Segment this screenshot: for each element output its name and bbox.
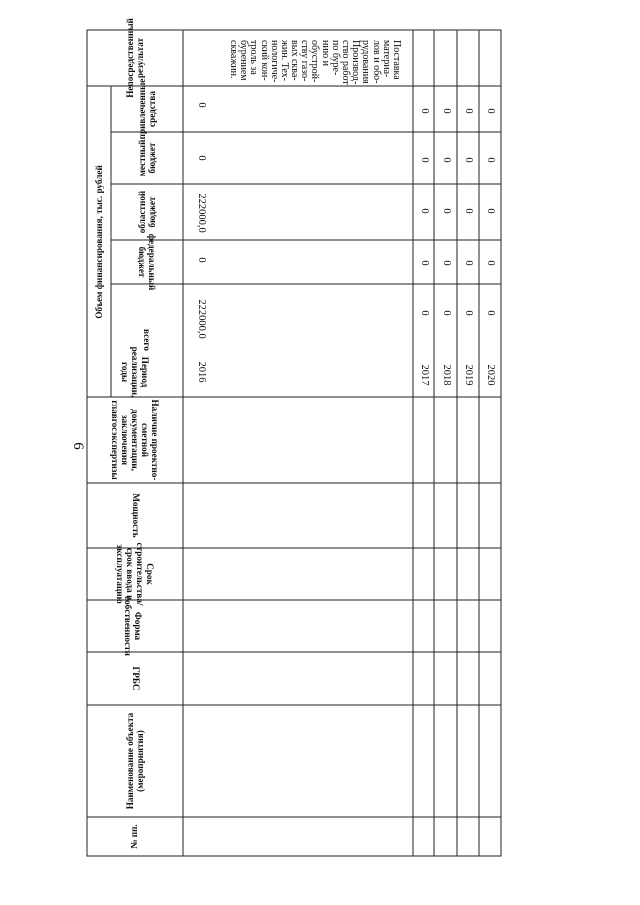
header-row-no: № пп. [129,824,140,849]
cell-2016-regional: 222000,0 [195,193,207,233]
header-name: Наименование объекта (мероприятия) [124,712,145,810]
header-funding-federal: федеральный бюджет [137,233,158,291]
header-funding-regional: областной бюджет [136,190,157,234]
cell-2020-regional: 0 [484,208,496,214]
header-funding-total: всего [142,329,153,351]
header-result: Непосредственный результат [124,18,145,98]
cell-2017-local: 0 [418,157,430,163]
cell-2020-total: 0 [484,310,496,316]
cell-2016-total: 222000,0 [195,299,207,339]
cell-2017-extra: 0 [418,108,430,114]
header-grbs: ГРБС [130,666,141,691]
cell-2018-extra: 0 [440,108,452,114]
cell-2019-local: 0 [462,157,474,163]
header-implementation-period: Период реализации, годы [119,346,151,398]
header-construction-period: Срок строительства/срок ввода в эксплуатацию [114,542,156,606]
cell-2019-year: 2019 [462,364,474,386]
cell-2018-local: 0 [440,157,452,163]
header-ownership: Форма собственности [123,596,144,656]
cell-2016-year: 2016 [195,361,207,383]
cell-2017-total: 0 [418,310,430,316]
cell-2017-year: 2017 [418,364,430,386]
cell-2020-extra: 0 [484,108,496,114]
cell-2019-total: 0 [462,310,474,316]
result-description: Поставка материа- лов и обо- рудования Производ- ство работ по буре- нию и обустрой- ству газо- вых сква- жин. Тех- нологиче- ский кон- троль за бурением скважин. [228,40,402,85]
cell-2019-extra: 0 [462,108,474,114]
cell-2018-regional: 0 [440,208,452,214]
cell-2019-regional: 0 [462,208,474,214]
cell-2020-federal: 0 [484,260,496,266]
cell-2018-total: 0 [440,310,452,316]
cell-2019-federal: 0 [462,260,474,266]
header-capacity: Мощность [130,493,141,538]
cell-2020-year: 2020 [484,364,496,386]
cell-2017-federal: 0 [418,260,430,266]
cell-2016-federal: 0 [195,257,207,263]
cell-2017-regional: 0 [418,208,430,214]
cell-2016-local: 0 [195,155,207,161]
header-funding-group: Объем финансирования, тыс. рублей [93,165,104,319]
header-funding-extra: привлеченные средства [136,78,157,140]
cell-2018-federal: 0 [440,260,452,266]
header-funding-local: местный бюджет [136,139,157,177]
header-design-docs: Наличие проектно-сметной документации, заключения главгосэкспертизы [109,399,161,481]
cell-2020-local: 0 [484,157,496,163]
cell-2018-year: 2018 [440,364,452,386]
cell-2016-extra: 0 [195,102,207,108]
page-number: 6 [70,442,86,450]
